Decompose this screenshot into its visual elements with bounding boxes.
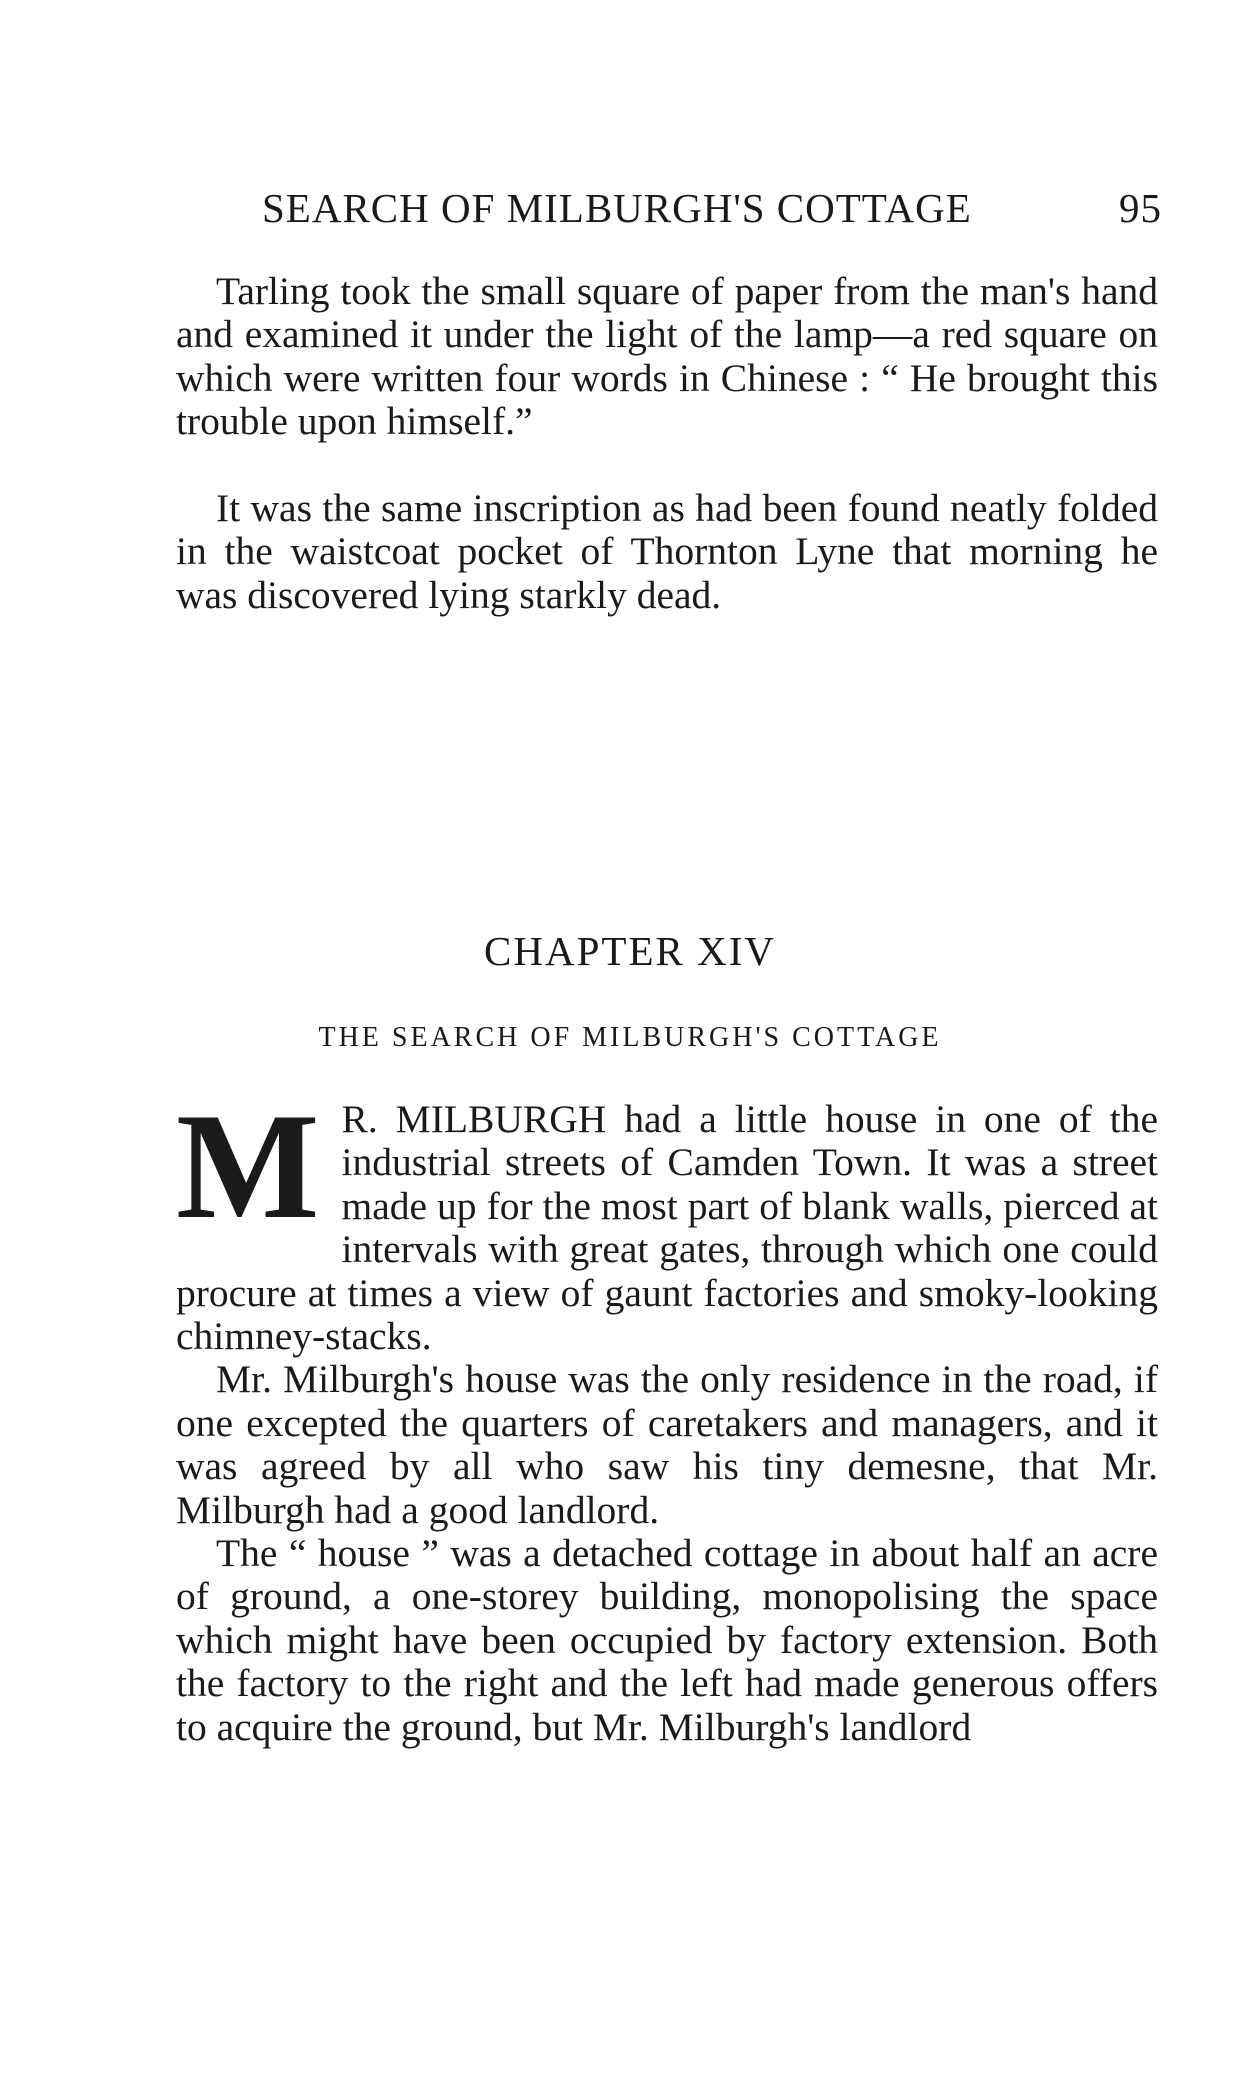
paragraph-4: Mr. Milburgh's house was the only residence in the road, if one excepted the quarters of caretakers and managers, and it was agreed by all who saw his tiny demesne, that Mr. Milburgh had a good landlord. [176, 1357, 1158, 1532]
paragraph-1: Tarling took the small square of paper from the man's hand and examined it under the light of the lamp—a red square on which were written four words in Chinese : “ He brought this trouble upon himself.” [176, 269, 1158, 444]
paragraph-2: It was the same inscription as had been found neatly folded in the waistcoat pocket of Thornton Lyne that morning he was discovered lying starkly dead. [176, 486, 1158, 617]
drop-cap: M [176, 1082, 320, 1250]
chapter-subtitle: THE SEARCH OF MILBURGH'S COTTAGE [318, 1022, 942, 1053]
page-number: 95 [1119, 185, 1162, 231]
running-header [262, 183, 1162, 233]
chapter-heading: CHAPTER XIV [484, 928, 776, 974]
paragraph-3: R. MILBURGH had a little house in one of the industrial streets of Camden Town. It was a street made up for the most part of blank walls, pierced at intervals with great gates, through which one could procure at times a view of gaunt factories and smoky-looking chimney-stacks. [176, 1097, 1158, 1359]
chapter-body [176, 1082, 1158, 1749]
paragraph-5: The “ house ” was a detached cottage in about half an acre of ground, a one-storey building, monopolising the space which might have been occupied by factory extension. Both the factory to the right and the left had made generous offers to acquire the ground, but Mr. Milburgh's landlord [176, 1531, 1158, 1749]
running-title: SEARCH OF MILBURGH'S COTTAGE [262, 185, 972, 231]
